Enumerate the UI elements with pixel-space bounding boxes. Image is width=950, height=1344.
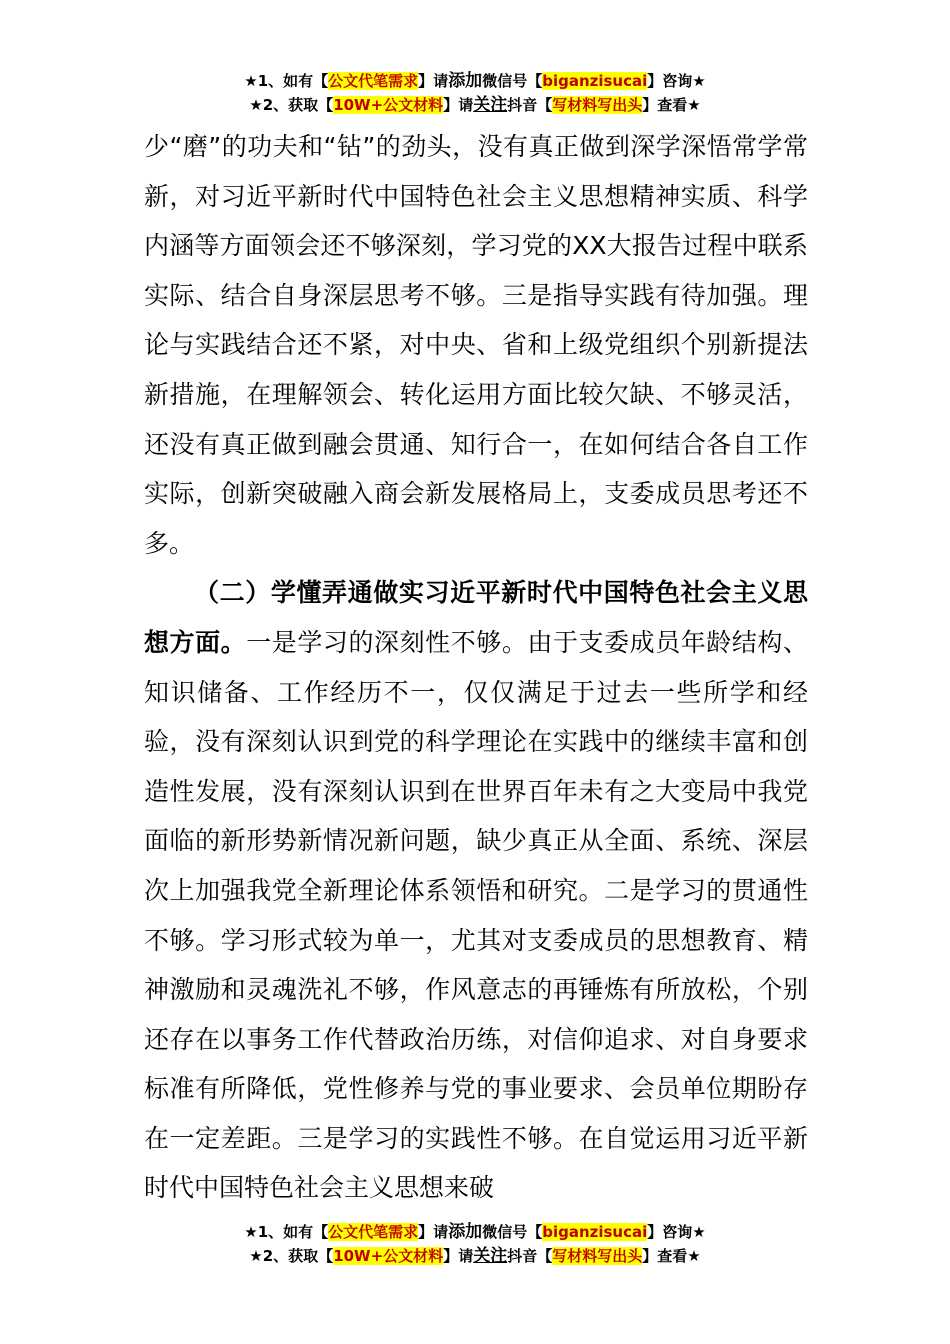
highlight-service: 公文代笔需求 [328,72,419,90]
footer-highlight-wechat-id: biganzisucai [542,1223,648,1241]
footer-highlight-materials: 10W+公文材料 [333,1247,444,1265]
paragraph-2 [144,568,808,1213]
section-heading: （二）学懂弄通做实习近平新时代中国特色社会主义思想方面。 [144,578,808,657]
banner-line-1: ★1、如有【公文代笔需求】请添加微信号【biganzisucai】咨询★ [244,71,706,91]
highlight-materials: 10W+公文材料 [333,96,444,114]
footer-line-2: ★2、获取【10W+公文材料】请关注抖音【写材料写出头】查看★ [249,1246,701,1266]
footer-banner [0,1220,950,1268]
highlight-douyin-account: 写材料写出头 [552,96,643,114]
banner-line-2: ★2、获取【10W+公文材料】请关注抖音【写材料写出头】查看★ [249,95,701,115]
header-banner [0,69,950,117]
footer-line-1: ★1、如有【公文代笔需求】请添加微信号【biganzisucai】咨询★ [244,1222,706,1242]
paragraph-2-text: 一是学习的深刻性不够。由于支委成员年龄结构、知识储备、工作经历不一，仅仅满足于过去一些所学和经验，没有深刻认识到党的科学理论在实践中的继续丰富和创造性发展，没有深刻认识到在世界百年未有之大变局中我党面临的新形势新情况新问题，缺少真正从全面、系统、深层次上加强我党全新理论体系领悟和研究。二是学习的贯通性不够。学习形式较为单一，尤其对支委成员的思想教育、精神激励和灵魂洗礼不够，作风意志的再锤炼有所放松，个别还存在以事务工作代替政治历练，对信仰追求、对自身要求标准有所降低，党性修养与党的事业要求、会员单位期盼存在一定差距。三是学习的实践性不够。在自觉运用习近平新时代中国特色社会主义思想来破 [144,627,808,1203]
footer-highlight-douyin-account: 写材料写出头 [552,1247,643,1265]
paragraph-1: 少“磨”的功夫和“钻”的劲头，没有真正做到深学深悟常学常新，对习近平新时代中国特色社会主义思想精神实质、科学内涵等方面领会还不够深刻，学习党的XX大报告过程中联系实际、结合自身深层思考不够。三是指导实践有待加强。理论与实践结合还不紧，对中央、省和上级党组织个别新提法新措施，在理解领会、转化运用方面比较欠缺、不够灵活，还没有真正做到融会贯通、知行合一，在如何结合各自工作实际，创新突破融入商会新发展格局上，支委成员思考还不多。 [144,132,808,558]
footer-highlight-service: 公文代笔需求 [328,1223,419,1241]
highlight-wechat-id: biganzisucai [542,72,648,90]
document-body [144,122,808,1213]
